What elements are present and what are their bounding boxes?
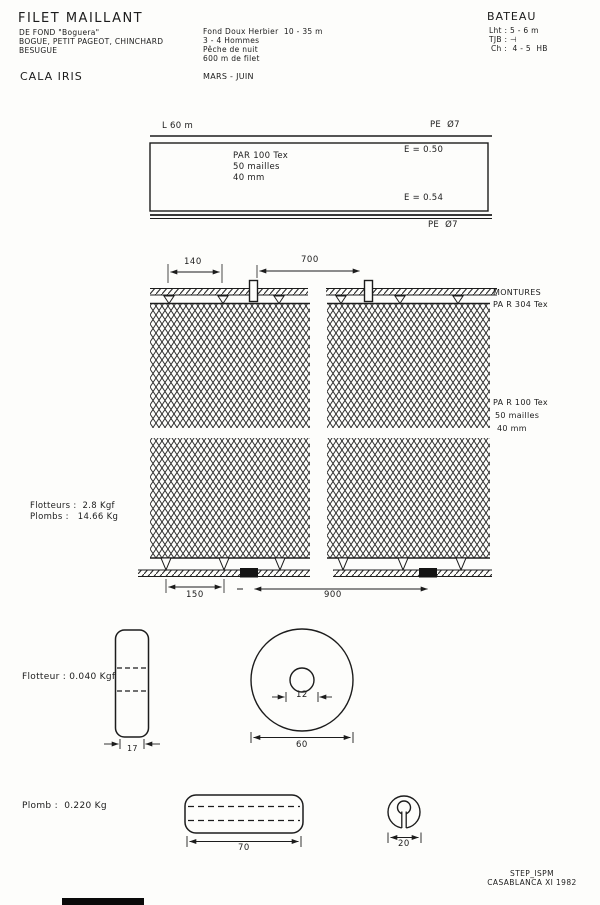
float-on-headrope (365, 281, 373, 302)
fishing-mode: Pêche de nuit (203, 45, 258, 54)
sheet-title: FILET MAILLANT (18, 11, 144, 26)
footer-place-date: CASABLANCA XI 1982 (487, 878, 577, 887)
lead-cylinder (185, 795, 303, 847)
headrope-detail (150, 264, 497, 428)
boat-title: BATEAU (487, 10, 537, 23)
scan-artifact-bar (62, 898, 144, 905)
panel-meshes: 50 mailles (233, 162, 280, 172)
fishing-season: MARS - JUIN (203, 72, 254, 81)
ring-float-top-view (251, 629, 353, 743)
floats-total-buoyancy: Flotteurs : 2.8 Kgf (30, 501, 115, 511)
dim-hanging-top: 140 (184, 257, 202, 267)
dim-float-diameter: 60 (296, 740, 308, 750)
boat-length: Lht : 5 - 6 m (489, 26, 539, 35)
mounting-label: MONTURES (493, 288, 542, 297)
panel-mesh-size: 40 mm (233, 173, 265, 183)
mounting-twine: PA R 304 Tex (493, 300, 548, 309)
lead-ring-end-view (388, 796, 421, 843)
netting-twine: PA R 100 Tex (493, 398, 548, 407)
netting-depth: 50 mailles (495, 411, 540, 420)
fishing-ground: Fond Doux Herbier 10 - 35 m (203, 27, 323, 36)
net-panel (327, 304, 490, 428)
boat-power: Ch : 4 - 5 HB (491, 44, 548, 53)
lead-weight-label: Plomb : 0.220 Kg (22, 801, 107, 811)
float-side-view (104, 630, 160, 749)
hanging-ratio-bottom: E = 0.54 (404, 193, 444, 203)
footer-organization: STEP_ISPM (510, 869, 554, 878)
dim-float-spacing: 700 (301, 255, 319, 265)
net-total-length: 600 m de filet (203, 54, 260, 63)
port-name: CALA IRIS (20, 70, 83, 83)
dim-lead-ring: 20 (398, 839, 410, 849)
dim-lead-length: 70 (238, 843, 250, 853)
float-weight-label: Flotteur : 0.040 Kgf (22, 672, 116, 682)
float-on-headrope (250, 281, 258, 302)
gear-subtitle: DE FOND "Boguera" (19, 28, 100, 37)
rig-length-label: L 60 m (162, 121, 194, 131)
footrope-detail (138, 438, 492, 593)
dim-lead-spacing: 900 (324, 590, 342, 600)
footrope-material: PE Ø7 (428, 220, 458, 230)
target-species: BOGUE, PETIT PAGEOT, CHINCHARD (19, 37, 164, 46)
netting-mesh-size: 40 mm (497, 424, 527, 433)
boat-tonnage: TJB : ⊣ (489, 35, 517, 44)
hanging-ratio-top: E = 0.50 (404, 145, 444, 155)
footer (482, 869, 582, 887)
dim-float-width: 17 (127, 744, 138, 753)
lead-on-footrope (419, 568, 437, 578)
leads-total-weight: Plombs : 14.66 Kg (30, 512, 119, 522)
target-species-2: BESUGUE (19, 46, 58, 55)
panel-twine: PAR 100 Tex (233, 151, 289, 161)
lead-on-footrope (240, 568, 258, 578)
dim-hanging-bottom: 150 (186, 590, 204, 600)
net-panel (150, 304, 310, 428)
dim-float-hole: 12 (296, 690, 308, 700)
headrope-material: PE Ø7 (430, 120, 460, 130)
net-panel (327, 438, 490, 558)
crew-size: 3 - 4 Hommes (203, 36, 260, 45)
net-panel (150, 438, 310, 558)
